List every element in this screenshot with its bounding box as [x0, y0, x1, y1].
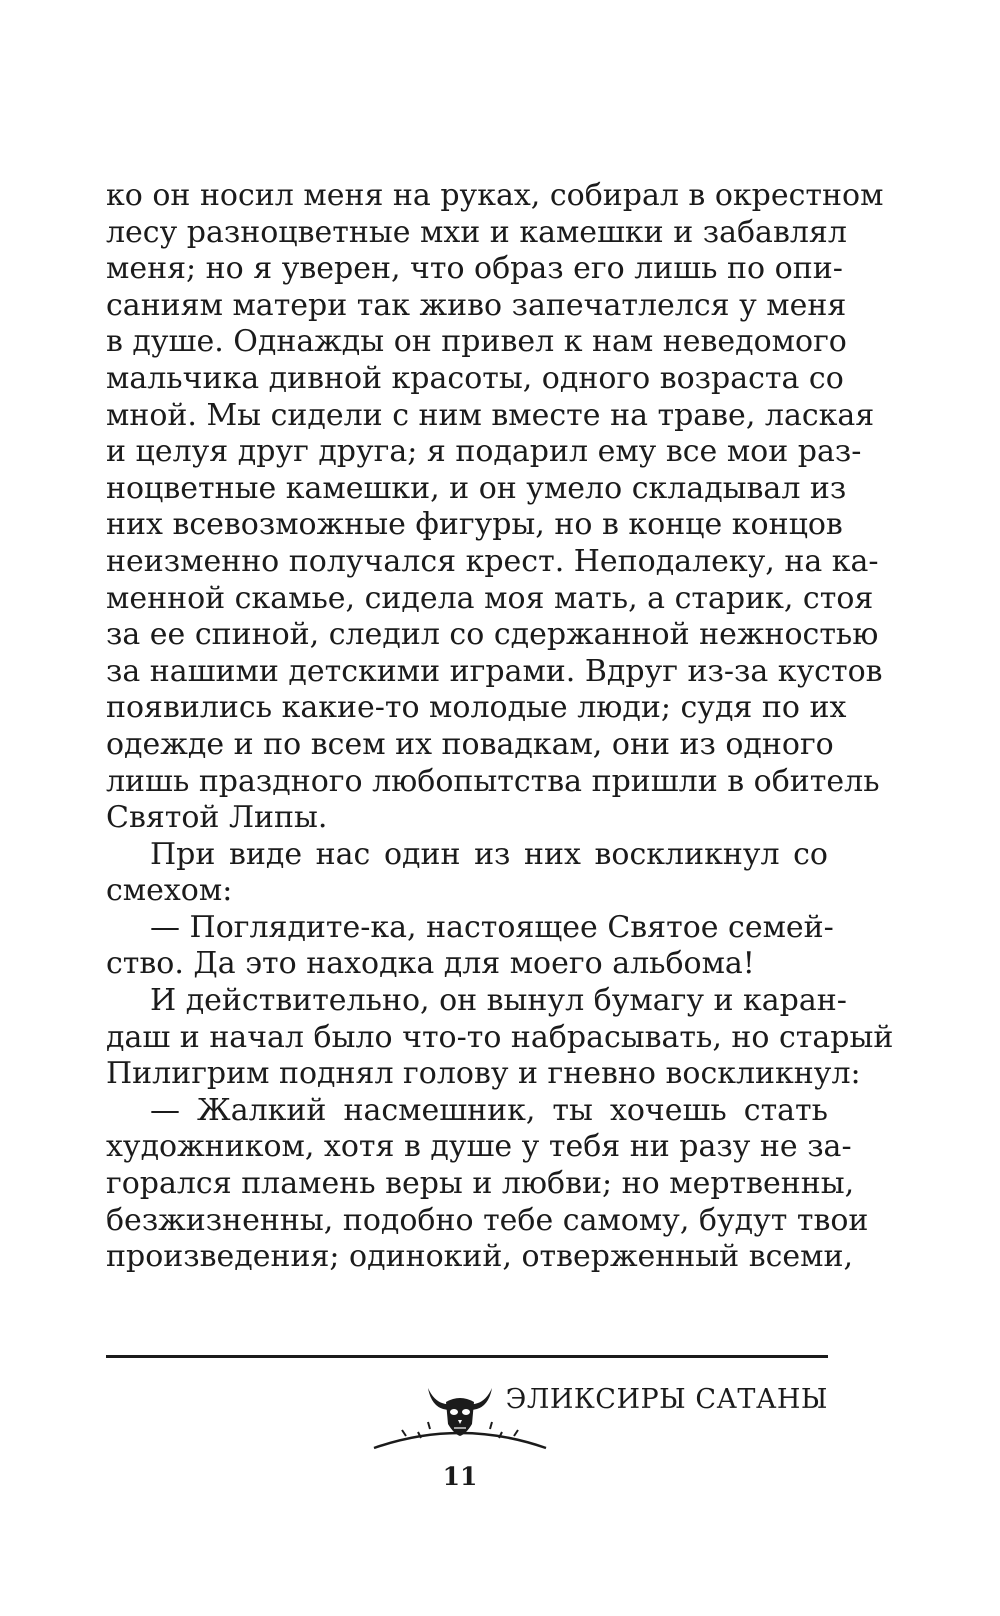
text-line: лишь праздного любопытства пришли в обитель	[106, 763, 880, 799]
text-line: них всевозможные фигуры, но в конце концов	[106, 507, 843, 543]
text-line: ко он носил меня на руках, собирал в окрестном	[106, 178, 884, 213]
text-line: Пилигрим поднял голову и гневно воскликнул:	[106, 1056, 861, 1092]
text-line: даш и начал было что-то набрасывать, но старый	[106, 1019, 894, 1055]
text-line: за нашими детскими играми. Вдруг из-за кустов	[106, 653, 883, 689]
text-line: мальчика дивной красоты, одного возраста со	[106, 360, 844, 396]
text-line: безжизненны, подобно тебе самому, будут твои	[106, 1202, 869, 1238]
text-line: в душе. Однажды он привел к нам неведомого	[106, 324, 847, 360]
text-line: появились какие-то молодые люди; судя по их	[106, 690, 847, 726]
text-line: смехом:	[106, 873, 233, 909]
text-line: произведения; одинокий, отверженный всеми,	[106, 1239, 854, 1275]
body-text	[106, 178, 894, 1276]
text-line: художником, хотя в душе у тебя ни разу не за-	[106, 1129, 852, 1165]
text-line: за ее спиной, следил со сдержанной нежностью	[106, 617, 879, 653]
text-line: ство. Да это находка для моего альбома!	[106, 946, 755, 982]
page-number: 11	[442, 1462, 478, 1491]
running-footer-book-title: ЭЛИКСИРЫ САТАНЫ	[505, 1384, 828, 1415]
text-line: горался пламень веры и любви; но мертвенны,	[106, 1166, 855, 1202]
footer-rule	[106, 1355, 828, 1358]
text-line: лесу разноцветные мхи и камешки и забавлял	[106, 214, 847, 250]
text-line: И действительно, он вынул бумагу и каран-	[150, 983, 847, 1019]
text-line: и целуя друг друга; я подарил ему все мои раз-	[106, 434, 862, 470]
text-line: менной скамье, сидела моя мать, а старик, стоя	[106, 580, 874, 616]
text-line: неизменно получался крест. Неподалеку, на ка-	[106, 543, 879, 579]
text-line: Святой Липы.	[106, 800, 328, 836]
text-line: — Жалкий насмешник, ты хочешь стать	[150, 1092, 828, 1128]
text-line: ноцветные камешки, и он умело складывал из	[106, 470, 847, 506]
text-line: При виде нас один из них воскликнул со	[150, 836, 828, 872]
text-line: одежде и по всем их повадкам, они из одного	[106, 726, 834, 762]
text-line: — Поглядите-ка, настоящее Святое семей-	[150, 909, 834, 945]
text-line: мной. Мы сидели с ним вместе на траве, лаская	[106, 397, 875, 433]
text-line: саниям матери так живо запечатлелся у меня	[106, 287, 847, 323]
text-line: меня; но я уверен, что образ его лишь по опи-	[106, 251, 843, 287]
